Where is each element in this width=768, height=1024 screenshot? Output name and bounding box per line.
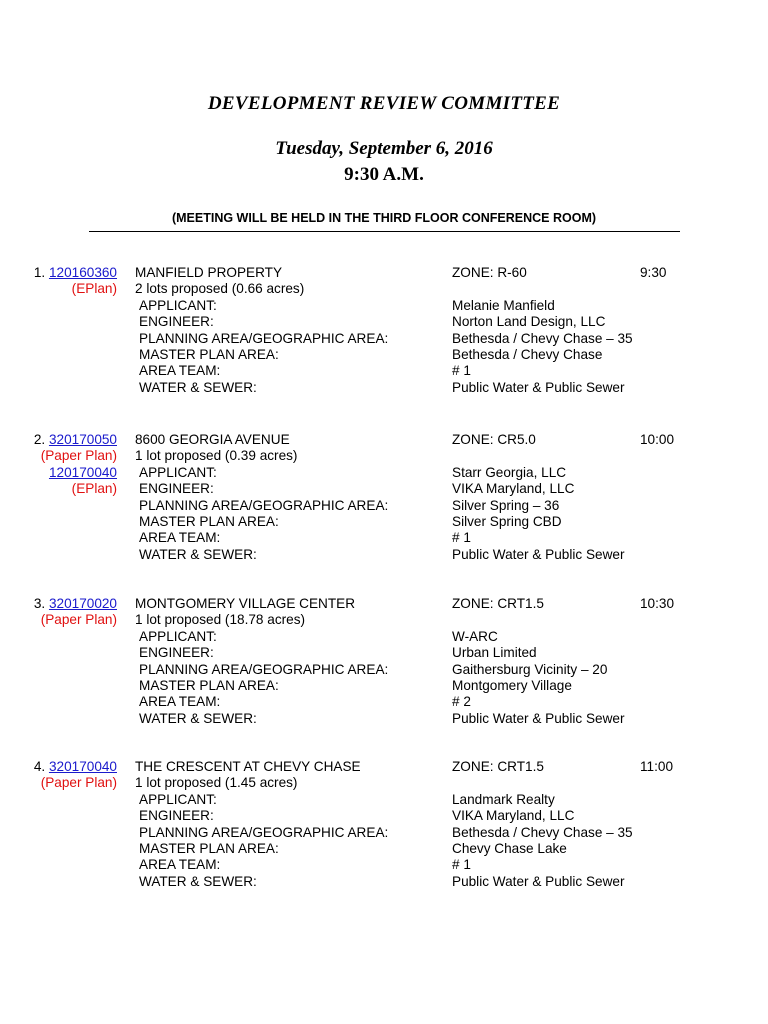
lots-proposed: 1 lot proposed (1.45 acres)	[135, 775, 298, 791]
applicant-label: APPLICANT:	[139, 628, 217, 644]
zone: ZONE: R-60	[452, 265, 527, 280]
engineer-label: ENGINEER:	[139, 645, 214, 661]
engineer-label: ENGINEER:	[139, 314, 214, 330]
plan-number-link[interactable]: 120160360	[48, 265, 117, 280]
water-sewer-value: Public Water & Public Sewer	[452, 379, 625, 395]
engineer-label: ENGINEER:	[139, 481, 214, 497]
water-sewer-label: WATER & SEWER:	[139, 546, 257, 562]
item-number: 2. 320170050	[33, 432, 117, 447]
applicant-value: W-ARC	[452, 628, 498, 644]
water-sewer-label: WATER & SEWER:	[139, 710, 257, 726]
engineer-label: ENGINEER:	[139, 808, 214, 824]
planning-area-label: PLANNING AREA/GEOGRAPHIC AREA:	[139, 824, 389, 840]
water-sewer-value: Public Water & Public Sewer	[452, 710, 625, 726]
area-team-label: AREA TEAM:	[139, 694, 221, 710]
lots-proposed: 1 lot proposed (18.78 acres)	[135, 612, 306, 628]
water-sewer-value: Public Water & Public Sewer	[452, 873, 625, 889]
applicant-value: Melanie Manfield	[452, 297, 555, 313]
area-team-value: # 1	[452, 857, 471, 873]
zone: ZONE: CRT1.5	[452, 759, 544, 774]
area-team-label: AREA TEAM:	[139, 530, 221, 546]
zone: ZONE: CR5.0	[452, 432, 536, 447]
engineer-value: Urban Limited	[452, 645, 537, 661]
project-name: 8600 GEORGIA AVENUE	[135, 432, 290, 447]
meeting-location-note: (MEETING WILL BE HELD IN THE THIRD FLOOR CONFERENCE ROOM)	[171, 211, 597, 225]
engineer-value: Norton Land Design, LLC	[452, 314, 606, 330]
applicant-label: APPLICANT:	[139, 297, 217, 313]
planning-area-label: PLANNING AREA/GEOGRAPHIC AREA:	[139, 330, 389, 346]
applicant-value: Landmark Realty	[452, 791, 555, 807]
planning-area-label: PLANNING AREA/GEOGRAPHIC AREA:	[139, 497, 389, 513]
engineer-value: VIKA Maryland, LLC	[452, 481, 575, 497]
master-plan-value: Bethesda / Chevy Chase	[452, 347, 603, 362]
meeting-time: 9:30 A.M.	[344, 164, 424, 185]
plan-type: (EPlan)	[71, 281, 117, 297]
area-team-label: AREA TEAM:	[139, 363, 221, 379]
master-plan-label: MASTER PLAN AREA:	[139, 841, 279, 856]
area-team-value: # 1	[452, 530, 471, 546]
project-name: THE CRESCENT AT CHEVY CHASE	[135, 759, 361, 774]
review-time: 10:00	[640, 432, 675, 447]
master-plan-value: Silver Spring CBD	[452, 514, 562, 529]
master-plan-label: MASTER PLAN AREA:	[139, 678, 279, 693]
plan-type: (Paper Plan)	[40, 775, 117, 791]
header-divider	[89, 231, 680, 232]
water-sewer-value: Public Water & Public Sewer	[452, 546, 625, 562]
lots-proposed: 2 lots proposed (0.66 acres)	[135, 281, 305, 297]
master-plan-value: Montgomery Village	[452, 678, 572, 693]
plan-number-link-2[interactable]: 120170040	[48, 464, 117, 480]
review-time: 9:30	[640, 265, 667, 280]
area-team-value: # 1	[452, 363, 471, 379]
plan-type: (Paper Plan)	[40, 612, 117, 628]
planning-area-value: Bethesda / Chevy Chase – 35	[452, 330, 633, 346]
planning-area-value: Bethesda / Chevy Chase – 35	[452, 824, 633, 840]
plan-type-2: (EPlan)	[71, 481, 117, 497]
item-number: 4. 320170040	[33, 759, 117, 774]
planning-area-label: PLANNING AREA/GEOGRAPHIC AREA:	[139, 661, 389, 677]
plan-number-link[interactable]: 320170020	[48, 596, 117, 611]
water-sewer-label: WATER & SEWER:	[139, 379, 257, 395]
item-number: 1. 120160360	[33, 265, 117, 280]
master-plan-label: MASTER PLAN AREA:	[139, 347, 279, 362]
water-sewer-label: WATER & SEWER:	[139, 873, 257, 889]
meeting-date: Tuesday, September 6, 2016	[275, 138, 493, 159]
item-number: 3. 320170020	[33, 596, 117, 611]
project-name: MANFIELD PROPERTY	[135, 265, 283, 280]
applicant-value: Starr Georgia, LLC	[452, 464, 567, 480]
plan-type: (Paper Plan)	[40, 448, 117, 464]
plan-number-link[interactable]: 320170050	[48, 432, 117, 447]
project-name: MONTGOMERY VILLAGE CENTER	[135, 596, 356, 611]
lots-proposed: 1 lot proposed (0.39 acres)	[135, 448, 298, 464]
applicant-label: APPLICANT:	[139, 464, 217, 480]
engineer-value: VIKA Maryland, LLC	[452, 808, 575, 824]
area-team-label: AREA TEAM:	[139, 857, 221, 873]
master-plan-label: MASTER PLAN AREA:	[139, 514, 279, 529]
review-time: 11:00	[640, 759, 674, 774]
review-time: 10:30	[640, 596, 675, 611]
plan-number-link[interactable]: 320170040	[48, 759, 117, 774]
applicant-label: APPLICANT:	[139, 791, 217, 807]
zone: ZONE: CRT1.5	[452, 596, 544, 611]
planning-area-value: Silver Spring – 36	[452, 497, 560, 513]
planning-area-value: Gaithersburg Vicinity – 20	[452, 661, 608, 677]
area-team-value: # 2	[452, 694, 471, 710]
master-plan-value: Chevy Chase Lake	[452, 841, 567, 856]
document-title: DEVELOPMENT REVIEW COMMITTEE	[207, 93, 561, 114]
